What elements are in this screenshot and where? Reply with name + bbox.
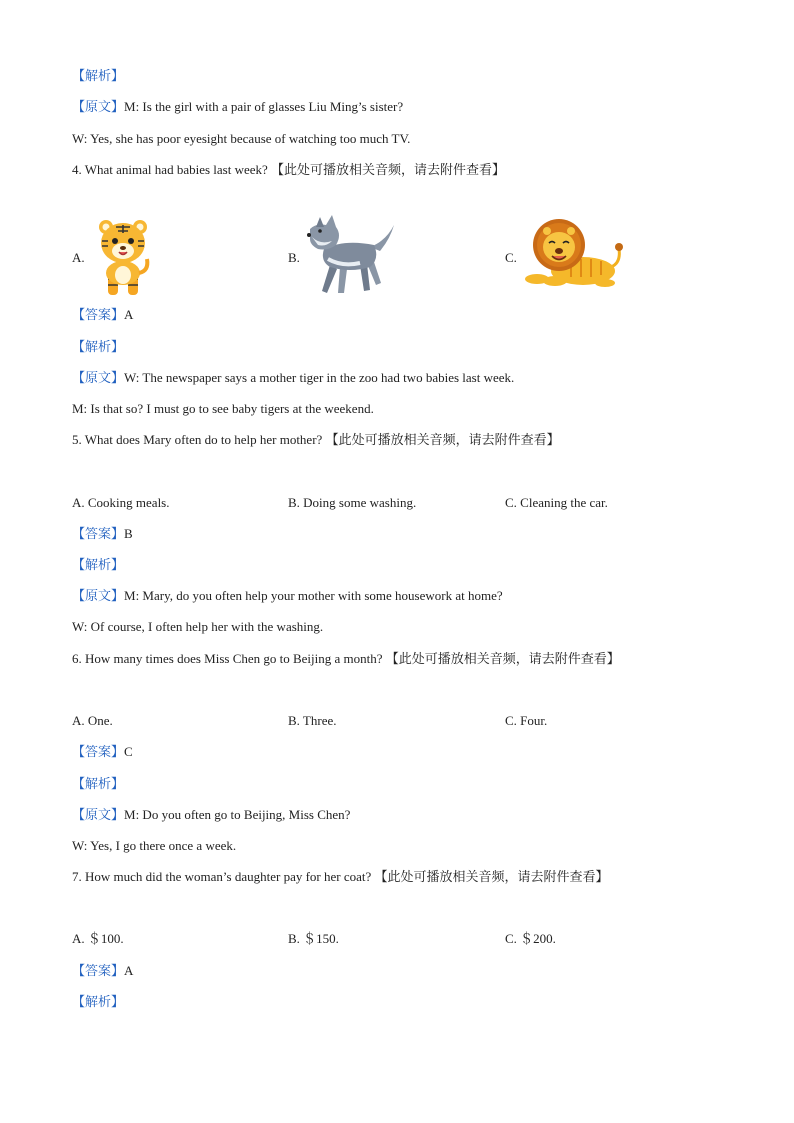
- q6-transcript-line1: [72, 807, 350, 823]
- q5-transcript-text1: M: Mary, do you often help your mother with some housework at home?: [124, 588, 503, 603]
- q5-analysis-tag: 【解析】: [72, 557, 125, 572]
- q7-audio-note[interactable]: 【此处可播放相关音频，请去附件查看】: [374, 869, 609, 884]
- q6-transcript-line2: W: Yes, I go there once a week.: [72, 838, 237, 853]
- q4-option-c[interactable]: [505, 215, 665, 305]
- q7-answer-value: A: [124, 963, 134, 978]
- q4-option-a-label: A.: [72, 250, 85, 265]
- q6-answer-value: C: [124, 744, 133, 759]
- q7-answer-tag: 【答案】: [72, 963, 125, 978]
- q4-option-c-label: C.: [505, 250, 517, 265]
- q5-options: [72, 495, 722, 515]
- wolf-icon: [306, 215, 398, 299]
- q4-question: [72, 162, 505, 178]
- q5-transcript-tag: 【原文】: [72, 588, 125, 603]
- q4-question-text: 4. What animal had babies last week?: [72, 162, 268, 177]
- q5-option-b[interactable]: B. Doing some washing.: [288, 495, 417, 510]
- q5-option-c[interactable]: C. Cleaning the car.: [505, 495, 608, 510]
- q4-answer: [72, 307, 133, 323]
- q4-option-b[interactable]: [288, 215, 408, 305]
- q4-transcript-line1: [72, 370, 514, 386]
- q5-answer-value: B: [124, 526, 133, 541]
- q3-transcript-line1: [72, 99, 403, 115]
- q7-question-text: 7. How much did the woman’s daughter pay for her coat?: [72, 869, 372, 884]
- q6-option-a[interactable]: A. One.: [72, 713, 113, 728]
- q4-answer-tag: 【答案】: [72, 307, 125, 322]
- q5-audio-note[interactable]: 【此处可播放相关音频，请去附件查看】: [325, 432, 560, 447]
- q7-question: [72, 869, 609, 885]
- q3-transcript-tag: 【原文】: [72, 99, 125, 114]
- q6-audio-note[interactable]: 【此处可播放相关音频，请去附件查看】: [385, 651, 620, 666]
- q4-transcript-line2: M: Is that so? I must go to see baby tigers at the weekend.: [72, 401, 374, 416]
- q6-option-b[interactable]: B. Three.: [288, 713, 337, 728]
- q3-transcript-text1: M: Is the girl with a pair of glasses Liu Ming’s sister?: [124, 99, 404, 114]
- q7-options: [72, 931, 722, 951]
- q3-analysis-tag: 【解析】: [72, 68, 125, 83]
- q5-option-a[interactable]: A. Cooking meals.: [72, 495, 170, 510]
- q6-answer: [72, 744, 133, 760]
- q7-option-b[interactable]: B. ＄150.: [288, 931, 339, 946]
- q4-analysis-tag: 【解析】: [72, 339, 125, 354]
- q4-option-b-label: B.: [288, 250, 300, 265]
- lion-icon: [525, 215, 625, 295]
- q6-option-c[interactable]: C. Four.: [505, 713, 548, 728]
- q4-transcript-text1: W: The newspaper says a mother tiger in the zoo had two babies last week.: [124, 370, 515, 385]
- q4-audio-note[interactable]: 【此处可播放相关音频，请去附件查看】: [271, 162, 506, 177]
- q3-transcript-line2: W: Yes, she has poor eyesight because of watching too much TV.: [72, 131, 411, 146]
- q6-transcript-tag: 【原文】: [72, 807, 125, 822]
- q7-option-c[interactable]: C. ＄200.: [505, 931, 556, 946]
- q7-option-a[interactable]: A. ＄100.: [72, 931, 124, 946]
- q5-question-text: 5. What does Mary often do to help her mother?: [72, 432, 323, 447]
- q5-question: [72, 432, 560, 448]
- q5-answer: [72, 526, 133, 542]
- q5-transcript-line2: W: Of course, I often help her with the washing.: [72, 619, 324, 634]
- q5-transcript-line1: [72, 588, 503, 604]
- q6-question: [72, 651, 620, 667]
- q4-image-options: [72, 215, 692, 305]
- tiger-icon: [94, 215, 154, 299]
- q6-analysis-tag: 【解析】: [72, 776, 125, 791]
- q4-answer-value: A: [124, 307, 134, 322]
- q5-answer-tag: 【答案】: [72, 526, 125, 541]
- q4-transcript-tag: 【原文】: [72, 370, 125, 385]
- q6-answer-tag: 【答案】: [72, 744, 125, 759]
- q7-analysis-tag: 【解析】: [72, 994, 125, 1009]
- q7-answer: [72, 963, 133, 979]
- q6-transcript-text1: M: Do you often go to Beijing, Miss Chen?: [124, 807, 351, 822]
- q6-options: [72, 713, 722, 733]
- q4-option-a[interactable]: [72, 215, 162, 305]
- q6-question-text: 6. How many times does Miss Chen go to Beijing a month?: [72, 651, 383, 666]
